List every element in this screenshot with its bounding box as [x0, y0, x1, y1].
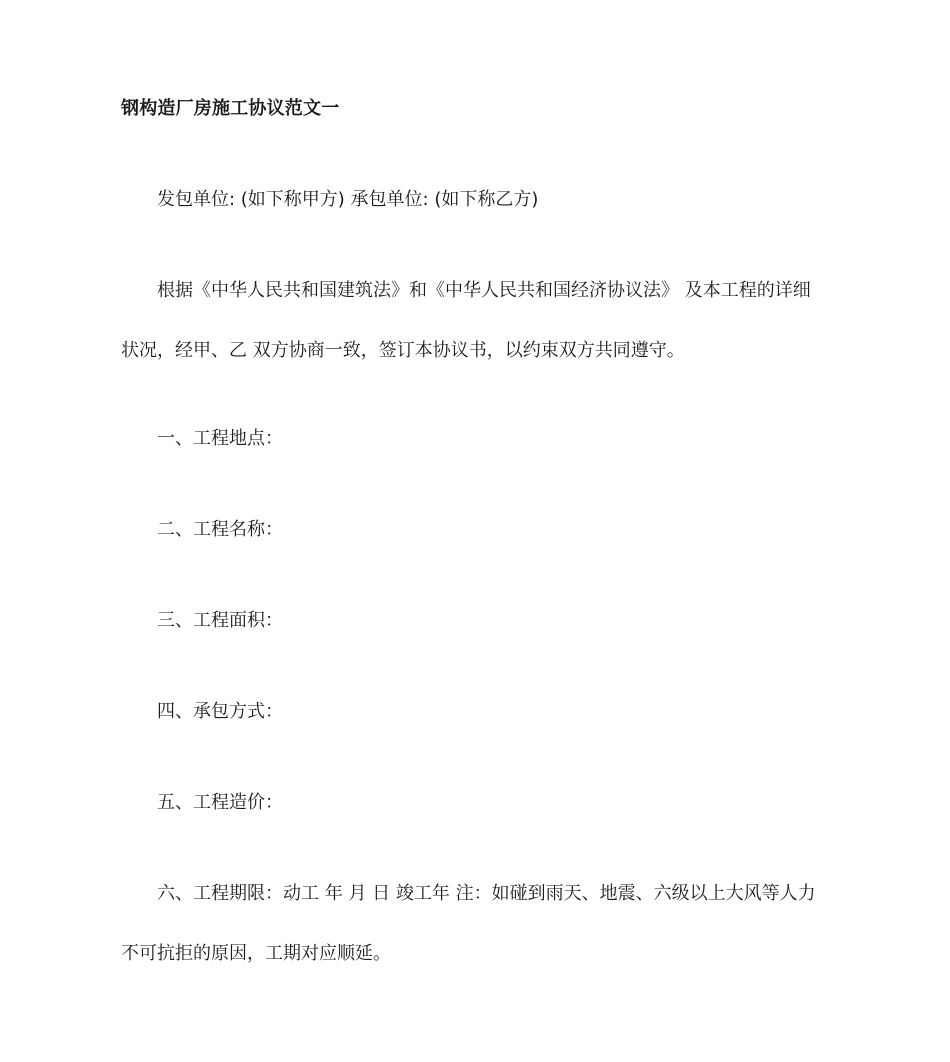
paragraph-line: 六、工程期限：动工 年 月 日 竣工年 注：如碰到雨天、地震、六级以上大风等人力: [157, 883, 816, 904]
paragraph-line: 三、工程面积：: [157, 610, 283, 631]
paragraph-line: 状况，经甲、乙 双方协商一致，签订本协议书，以约束双方共同遵守。: [121, 340, 685, 361]
paragraph-line: 根据《中华人民共和国建筑法》和《中华人民共和国经济协议法》 及本工程的详细: [157, 280, 811, 301]
document-title: 钢构造厂房施工协议范文一: [121, 98, 340, 119]
clause-cost: [121, 773, 841, 833]
paragraph-line: 一、工程地点：: [157, 428, 283, 449]
paragraph-basis: [121, 261, 841, 381]
paragraph-line: 不可抗拒的原因，工期对应顺延。: [121, 943, 391, 964]
paragraph-line: 发包单位: (如下称甲方) 承包单位: (如下称乙方): [157, 189, 539, 210]
paragraph-line: 二、工程名称：: [157, 519, 283, 540]
paragraph-line: 五、工程造价：: [157, 792, 283, 813]
clause-name: [121, 500, 841, 560]
clause-area: [121, 591, 841, 651]
clause-contract-method: [121, 682, 841, 742]
clause-period: [121, 864, 841, 984]
paragraph-parties: [121, 170, 841, 230]
clause-location: [121, 409, 841, 469]
paragraph-line: 四、承包方式：: [157, 701, 283, 722]
